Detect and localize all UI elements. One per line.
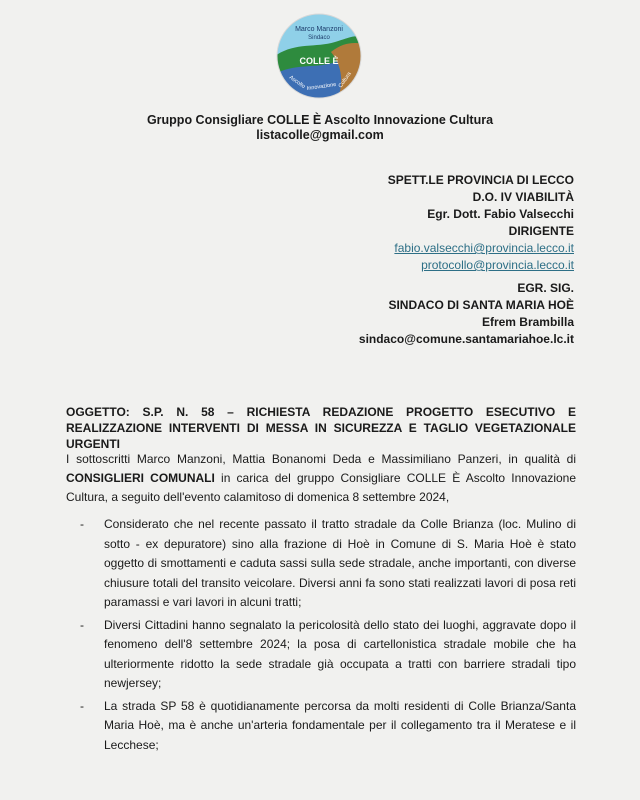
recipient1-line3: Egr. Dott. Fabio Valsecchi: [427, 207, 574, 221]
group-email: listacolle@gmail.com: [256, 128, 384, 142]
logo-arc-mid: Innovazione: [306, 81, 337, 92]
recipient1-line2: D.O. IV VIABILITÀ: [472, 190, 574, 204]
recipient1-line1: SPETT.LE PROVINCIA DI LECCO: [387, 173, 574, 187]
letter-subject: OGGETTO: S.P. N. 58 – RICHIESTA REDAZIONE PROGETTO ESECUTIVO E REALIZZAZIONE INTERVENTI DI MESSA IN SICUREZZA E TAGLIO VEGETAZIONALE URGENTI: [66, 405, 576, 451]
bullet-dash: -: [80, 698, 84, 713]
recipient2-line1: EGR. SIG.: [517, 281, 574, 295]
colle-e-logo: [275, 12, 363, 100]
recipient1-line4: DIRIGENTE: [508, 224, 574, 238]
recipient2-line2: SINDACO DI SANTA MARIA HOÈ: [388, 298, 574, 312]
recipient2-line3: Efrem Brambilla: [481, 315, 574, 329]
bullet-text: Considerato che nel recente passato il tratto stradale da Colle Brianza (loc. Mulino di sotto - ex depuratore) sino alla frazione di Hoè in Comune di S. Maria Hoè è stato oggetto di smottamenti e caduta sassi sulla sede stradale, anche importanti, con diverse chiusure totali del transito veicolare. Diversi anni fa sono stati realizzati lavori di posa reti paramassi e vari lavori in alcuni tratti;: [104, 517, 576, 609]
recipient1-email-link[interactable]: fabio.valsecchi@provincia.lecco.it: [394, 241, 574, 255]
logo-top-text: Marco Manzoni: [295, 26, 343, 33]
bullet-text: Diversi Cittadini hanno segnalato la pericolosità dello stato dei luoghi, aggravate dopo il fenomeno dell'8 settembre 2024; la posa di cartellonistica stradale mobile che ha ulteriormente ridotto la sede stradale già occupata a tratti con barriere stradali tipo newjersey;: [104, 617, 576, 690]
list-item: [66, 697, 576, 756]
logo-arc-right: Cultura: [337, 71, 353, 90]
intro-part2: in carica del gruppo Consigliare COLLE È Ascolto Innovazione Cultura, a seguito dell'evento calamitoso di domenica 8 settembre 2024,: [66, 471, 577, 504]
recipient1-protocol-email-link[interactable]: protocollo@provincia.lecco.it: [421, 258, 574, 272]
bullet-dash: -: [80, 617, 84, 632]
list-item: [66, 515, 576, 613]
recipient-province: [388, 172, 574, 274]
logo-arc-left: Ascolto: [287, 74, 307, 90]
bullet-text: La strada SP 58 è quotidianamente percorsa da molti residenti di Colle Brianza/Santa Maria Hoè, ma è anche un'arteria fondamentale per il collegamento tra il Meratese e il Lecchese;: [104, 698, 576, 752]
bullet-list: [66, 515, 576, 758]
bullet-dash: -: [80, 517, 84, 531]
logo-center-text: COLLE È: [299, 56, 339, 66]
intro-part1: I sottoscritti Marco Manzoni, Mattia Bonanomi Deda e Massimiliano Panzeri, in qualità di: [66, 452, 576, 466]
group-name: Gruppo Consigliare COLLE È Ascolto Innovazione Cultura: [146, 113, 494, 127]
intro-bold: CONSIGLIERI COMUNALI: [66, 471, 215, 485]
recipient2-email: sindaco@comune.santamariahoe.lc.it: [358, 332, 574, 346]
list-item: [66, 616, 576, 694]
logo-sub-text: Sindaco: [308, 35, 330, 41]
letter-intro: [66, 450, 576, 507]
recipient-mayor: [359, 280, 574, 348]
